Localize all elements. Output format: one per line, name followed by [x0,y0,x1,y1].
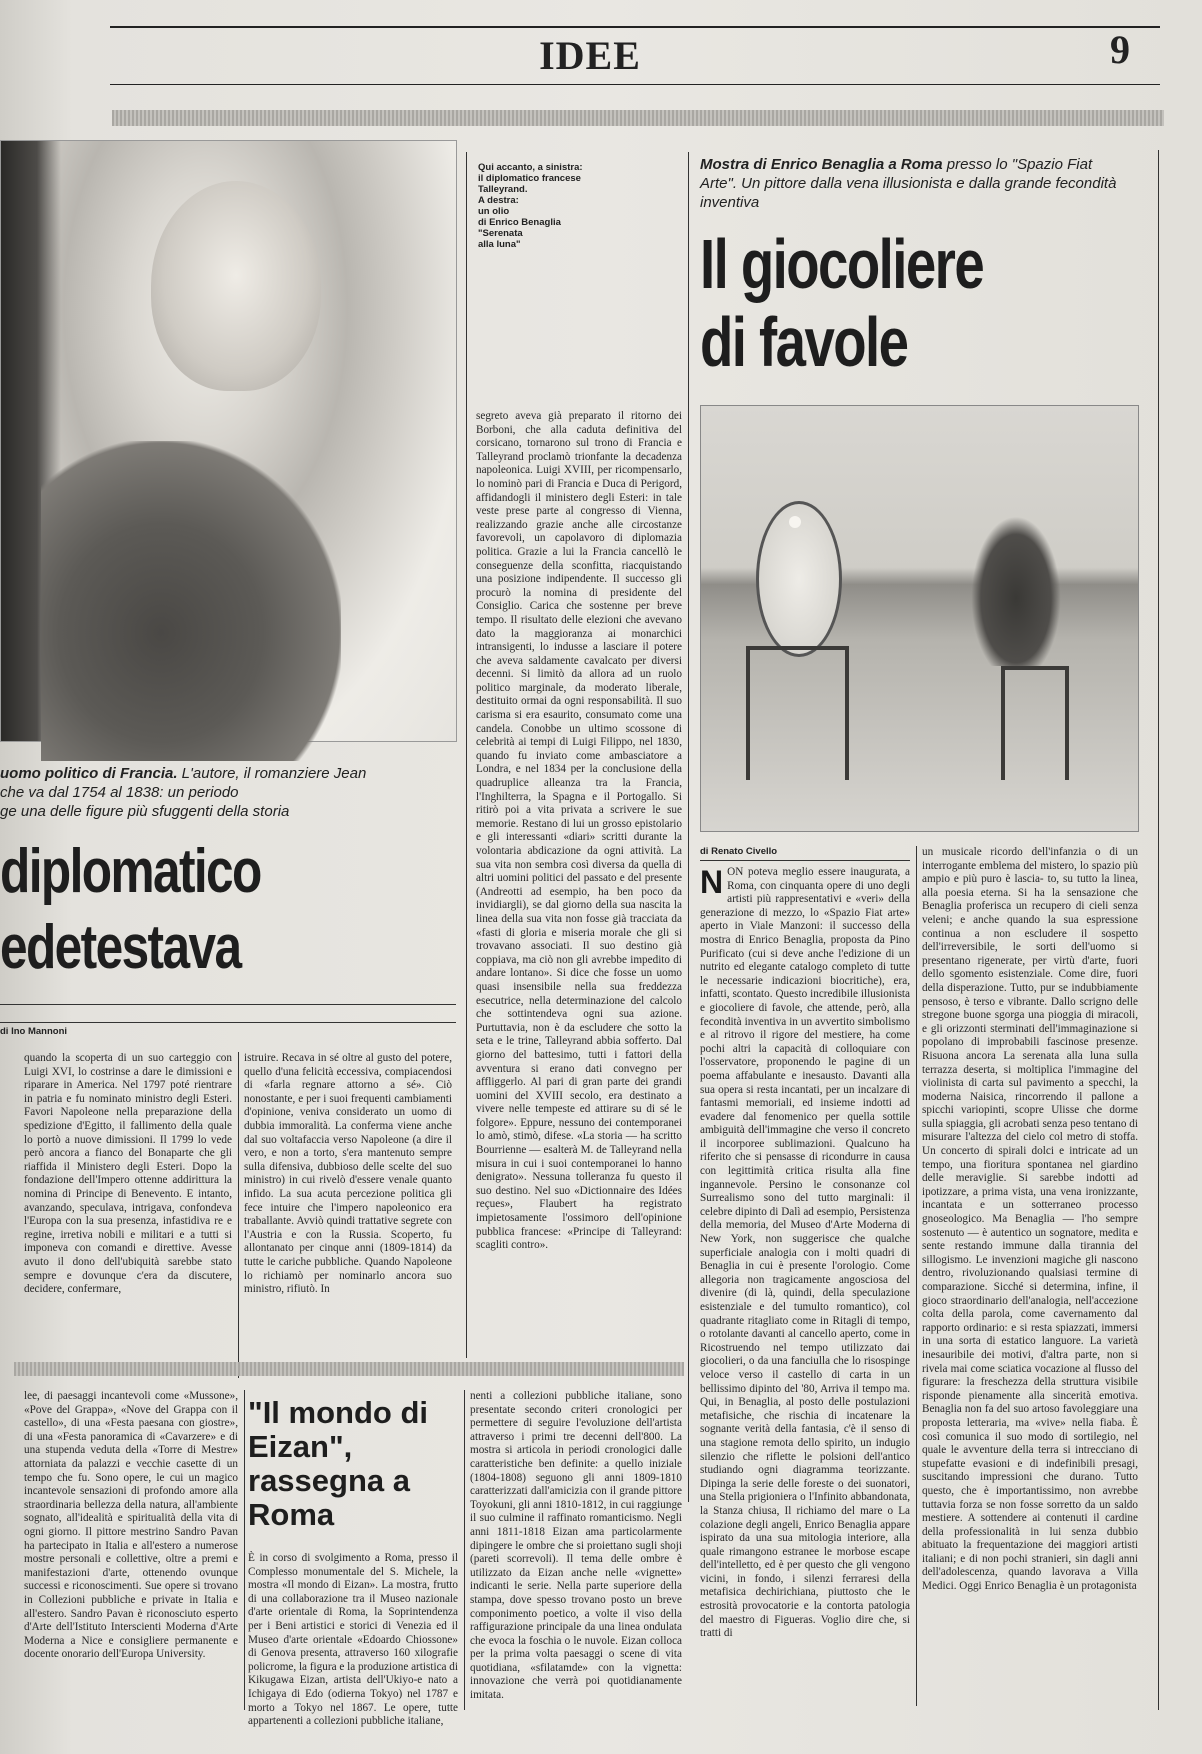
kicker-rest: presso lo "Spazio Fiat Arte". Un pittore dalla vena illusionista e dalla grande fecondità inventiva [700,156,1117,211]
caption-line: di Enrico Benaglia [478,217,561,228]
body-text: un musicale ricordo dell'infanzia o di un interrogante emblema del mistero, lo spazio più ampio e più puro è lascia- to, su tutto la linea, alla poesia eterna. Si ha la sensazione che Benaglia proferisca un recupero di cieli senza veleni; e anche quando la sua espressione continua a non escludere il sospetto dell'irreversibile, le sorti dell'uomo si presentano rigenerate, per virtù d'arte, fuori dello sgomento esistenziale. Come dire, fuori della disperazione. Tutto, pur se indubbiamente pensoso, è terso e vibrante. Dallo scrigno delle stregone buone sgorga una pioggia di miracoli, e gli orizzonti sterminati dell'immaginazione si popolano di improbabili fascinose presenze. Risuona ancora La serenata alla luna sulla terrazza deserta, si moltiplica l'immagine del violinista di carta sul pavimento a specchi, la moderna Naisica, rincorrendo il pallone a spicchi variopinti, scopre Ulisse che dorme sulla spiaggia, gli acrobati senza peso tentano di misurare l'altezza del cielo col metro di stoffa. Un concerto di spirali dolci e intricate ad un tempo, una fioritura spontanea nel giardino delle meraviglie. Si sarebbe indotti ad ipotizzare, a prima vista, una vena ironizzante, incantata e un sotterraneo processo gnoseologico. Ma Benaglia — l'ho sempre sostenuto — è autentico un sognatore, medita e sente restando immune dalla tirannia del sillogismo. Le invenzioni magiche gli nascono dentro, rivoluzionando qualsiasi termine di comparazione. Sicché si determina, infine, il gioco straordinario dell'analogia, nell'accezione colta della parola, come cavernamento dal rapporto ordinario: e si resta spiazzati, immersi in una sorta di estatico languore. La varietà inesauribile dei motivi, d'altra parte, non si rivela mai come sciatica vocazione al flusso del figurare: la freschezza della struttura visibile risponde pienamente alla sincerità emotiva. Benaglia non fa del suo artoso favoleggiare una proposta letteraria, ma «vive» nella fiaba. È così comunica il suo modo di sortilegio, nel quale le avventure della terra si intrecciano di stupefatte evasioni e di indefinibili presagi, suscitando impressioni che durano. Tutto questo, che è importantissimo, non avrebbe tuttavia forza se non fosse sorretto da un saldo mestiere. A sottendere ai contenuti il cardine della professionalità in lui senza dubbio abituato la frequentazione dei maggiori artisti italiani; e di non pochi stranieri, sin dagli anni dell'adolescenza, quando lavorava a Villa Medici. Oggi Enrico Benaglia è un protagonista [922,846,1138,1593]
column-rule [244,1390,245,1710]
left-article-col3 [476,410,682,1378]
caption-line: "Serenata [478,228,523,239]
headline-rule [0,1004,456,1005]
body-text: nenti a collezioni pubbliche italiane, sono presentate secondo criteri cronologici per permettere di seguire l'evoluzione dell'artista attraverso i primi tre decenni dell'800. La mostra si articola in periodi cronologici dalle caratteristiche ben definite: a quello iniziale (1804-1808) seguono gli anni 1809-1810 caratterizzati dall'amicizia con il grande pittore Toyokuni, gli anni 1810-1812, in cui raggiunge il suo culmine il raffinato romanticismo. Negli anni 1811-1818 Eizan ama particolarmente dipingere le ombre che si proiettano sugli shoji (pareti scorrevoli). Il tema delle ombre è utilizzato da Eizan anche nelle «vignette» indicanti le serie. Nella parte superiore della stampa, dove spesso trovano posto un breve componimento poetico, a volte il viso della raffigurazione principale da una linea ondulata che evoca la foschia o le nuvole. Eizan colloca per la prima volta paesaggi o scene di vita quotidiana, «sfilatamde» con la vignetta: innovazione che verrà poi quotidianamente imitata. [470,1390,682,1702]
caption-line: Talleyrand. [478,184,528,195]
body-text: istruire. Recava in sé oltre al gusto del potere, quello d'una felicità eccessiva, compiacendosi di «farla regnare attorno a sé». Ciò nonostante, e per i suoi frequenti cambiamenti d'opinione, veniva considerato un uomo di dubbia immoralità. La conferma viene anche dal suo voltafaccia verso Napoleone (a dire il vero, e non a torto, s'era mantenuto sempre sulla difensiva, dubbioso delle scelte del suo ministro) in cui rivelò d'essere venale quanto infido. La sua acuta percezione politica gli fece intuire che l'impero napoleonico era traballante. Avviò quindi trattative segrete con l'Austria e con la Russia. Scoperto, fu allontanato per cinque anni (1809-1814) da tutte le cariche pubbliche. Quando Napoleone lo richiamò per nominarlo ancora suo ministro, rifiutò. In [244,1052,452,1296]
kicker-bold: Mostra di Enrico Benaglia a Roma [700,156,943,173]
photo-caption [478,162,618,250]
section-title: IDEE [539,33,641,78]
bottom-article-col2 [470,1390,682,1710]
right-headline-line2: di favole [700,303,908,381]
column-rule [464,1390,465,1710]
right-article-col1 [700,866,910,1706]
caption-line: un olio [478,206,510,217]
body-text: segreto aveva già preparato il ritorno dei Borboni, che alla caduta definitiva del corsicano, tornarono sul trono di Francia e Talleyrand proclamò trionfante la decadenza napoleonica. Luigi XVIII, per ricompensarlo, lo nominò pari di Francia e Duca di Perigord, affidandogli il ministero degli Esteri: in tale veste prese parte al congresso di Vienna, realizzando grazie anche alle circostanze favorevoli, un capolavoro di diplomazia politica. Grazie a lui la Francia cancellò le conseguenze della sconfitta, riacquistando una posizione indipendente. Il successo gli procurò la nomina di presidente del Consiglio. Carica che sostenne per breve tempo. Il risultato delle elezioni che avevano dato la maggioranza ai monarchici intransigenti, lo indusse a lasciare il potere che aveva saldamente cavalcato per diversi decenni. Si limitò da allora ad un ruolo politico marginale, da moderato liberale, destituito ormai da ogni responsabilità. Il suo carisma si era esaurito, consumato come una candela. Conobbe un ultimo scossone di celebrità ai tempi di Luigi Filippo, nel 1830, quando fu inviato come ambasciatore a Londra, e nel 1834 per la conclusione della quadruplice alleanza tra la Francia, l'Inghilterra, la Spagna e il Portogallo. Si ritirò poi a vita privata a scrivere le sue memorie. Restano di lui un grosso epistolario e gli interessanti «diari» scritti durante la volontaria abdicazione da ogni attività. La sua vita non sembra così diversa da quella di altri uomini politici del passato e del presente (Andreotti ad esempio, ha ben poco da invidiargli), se dal giorno della sua nascita la linea della sua vita non fosse già tracciata da «fasti di gloria e miseria morale che gli si trovavano associati. Il suo destino già coppiava, ma ciò non gli avrebbe impedito di andare lontano». Si dice che fosse un uomo quasi insensibile nella sua freddezza esecutrice, nella determinazione del calcolo che sottintendeva ogni sua azione. Purtuttavia, non è da escludere che sotto la seta e le trine, Talleyrand abbia sofferto. Dal giorno del battesimo, tutti i fattori della avventura si erano dati convegno per affliggerlo. Al pari di gran parte dei grandi uomini del XVIII secolo, era destinato a vivere nelle tempeste ed attirare su di sé le folgore». Eppure, nessuno dei contemporanei lo amò, stimò, difese. «La storia — ha scritto Bourrienne — esalterà M. de Talleyrand nella misura in cui i suoi contemporanei lo hanno denigrato». Nessuna tolleranza fu questo il suo destino. Nel suo «Dictionnaire des Idées reçues», Flaubert ha registrato impietosamente l'ossimoro dell'opinione pubblica francese: «Principe di Talleyrand: scagliti contro». [476,410,682,1252]
caption-line: A destra: [478,195,519,206]
byline-rule [0,1022,456,1023]
talleyrand-portrait-photo [0,140,457,742]
page-number: 9 [1110,27,1130,72]
body-text: ON poteva meglio essere inaugurata, a Roma, con cinquanta opere di uno degli artisti più rappresentativi e «veri» della generazione di mezzo, lo «Spazio Fiat arte» aperto in Viale Manzoni: il successo della mostra di Enrico Benaglia, proposta da Pino Purificato (cui si deve anche l'edizione di un nutrito ed elegante catalogo completo di tutte le necessarie indicazioni biocritiche), era, infatti, scontato. Questo incredibile illusionista e giocoliere di favole, che attende, però, alla fecondità inventiva in un avvertito simbolismo e al ritrovo il rigore del mestiere, ha come pochi altri la capacità di colloquiare con l'osservatore, proponendo le pagine di un poema affabulante e inesausto. Davanti alla sua opera si resta incantati, per un incalzare di fantasmi memoriali, ed insieme indotti ad evadere dal fenomenico per quella sottile ambiguità dell'immagine che verso il concreto il incorporee sublimazioni. Qualcuno ha riferito che si pensasse di ricondurre in causa con legittimità critica risulta alla fine ingannevole. Persino le consonanze col Surrealismo sono del tutto marginali: il celebre dipinto di Dalì ad esempio, Persistenza della memoria, del Museo d'Arte Moderna di New York, non suggerisce che qualche superficiale analogia con i molti quadri di Benaglia in cui è presente l'orologio. Come allegoria non tragicamente angosciosa del divenire (di là, quindi, della speculazione esistenziale e del tumulto romantico), col quadrante ritagliato come in Ritagli di tempo, o rotolante davanti al cancello aperto, come in Ricostruendo nel tempo utilizzato dai giocolieri, o da una fanciulla che lo risospinge veloce verso il castello di carta in un bellissimo dipinto del '80, Arriva il tempo ma. Qui, in Benaglia, al posto delle postulazioni metafisiche, che rischia di incatenare la sognante verità della fantasia, c'è il senso di una stagione remota dello spirito, un indugio silenzio che riflette le polsioni dell'antico studiando ogni diagramma teorizzante. Dipinga la serie delle foreste o dei suonatori, una Stella prigioniera o l'Infinito abbandonata, la Stanza chiusa, Il richiamo del mare o La colazione degli angeli, Enrico Benaglia appare ispirato da una sua mitologia interiore, alla quale rimangono estranee le morbose escape dell'intelletto, ed è per questo che gli vengono vicini, in fondo, i silenzi ferraresi della metafisica dechirichiana, piuttosto che le estrosità provocatorie e la contorta patologia del maestro di Figueras. Voglio dire che, si tratti di [700,866,910,1640]
left-byline: di Ino Mannoni [0,1026,68,1037]
kicker-bold: uomo politico di Francia. [0,765,178,782]
painting-figure [971,516,1061,666]
caption-line: il diplomatico francese [478,173,581,184]
body-text: quando la scoperta di un suo carteggio con Luigi XVI, lo costrinse a dare le dimissioni e riparare in America. Nel 1797 poté rientrare in patria e fu nominato ministro degli Esteri. Favori Napoleone nella preparazione della spedizione d'Egitto, il fallimento della quale lo portò a nuove dimissioni. Il 1799 lo vede però ancora a fianco del Bonaparte che gli riaffida il Ministero degli Esteri. Dopo la fondazione dell'Impero ottenne addirittura la nomina di Principe di Benevento. E intanto, avanzando, speculava, intrigava, confondeva l'Europa con la sua presenza, infastidiva re e regine, irretiva nobili e militari e a tutti si imponeva con comandi e direttive. Avesse avuto il dono dell'ubiquità sarebbe stato sempre e dovunque c'era da discutere, decidere, confermare, [24,1052,232,1296]
right-kicker [700,155,1120,212]
column-rule [238,1052,239,1378]
left-article-col2 [244,1052,452,1378]
kicker-line: ge una delle figure più sfuggenti della storia [0,803,290,820]
bottom-article-col1 [248,1552,458,1728]
byline-rule [700,860,910,861]
body-text: È in corso di svolgimento a Roma, presso il Complesso monumentale del S. Michele, la mostra «Il mondo di Eizan». La mostra, frutto di una collaborazione tra il Museo nazionale d'arte orientale di Roma, la Soprintendenza per i Beni artistici e storici di Venezia ed il Museo d'arte orientale «Edoardo Chiossone» di Genova presenta, attraverso 160 xilografie policrome, la figura e la produzione artistica di Kikugawa Eizan, artista dell'Ukiyo-e nato a Ichigaya di Edo (odierna Tokyo) nel 1787 e morto a Tokyo nel 1867. Le opere, tutte appartenenti a collezioni pubbliche italiane, [248,1552,458,1728]
painting-stool [1001,666,1069,780]
column-rule [688,152,689,1502]
kicker-line: che va dal 1754 al 1838: un periodo [0,784,239,801]
eizan-headline: "Il mondo di Eizan", rassegna a Roma [248,1395,429,1532]
top-shade-bar [112,110,1164,126]
column-rule [466,152,467,1358]
painting-chair [746,646,849,780]
drop-cap: N [700,864,724,900]
painting-moon [789,516,801,528]
left-headline-line1: diplomatico [0,837,261,906]
right-headline-line1: Il giocoliere [700,225,984,303]
header-bottom-rule [110,84,1160,85]
portrait-face [151,181,321,391]
caption-line: alla luna" [478,239,521,250]
left-headline-line2: edetestava [0,913,241,982]
portrait-coat [41,441,341,761]
left-kicker [0,764,460,821]
body-text: lee, di paesaggi incantevoli come «Mussone», «Pove del Grappa», «Nove del Grappa con il castello», di una «Festa paesana con giostre», di una «Festa panoramica di «Cavarzere» e di una stupenda veduta della «Torre di Mestre» attorniata da palazzi e vecchie casette di un tempo che fu. Sono opere, le cui un magico incantevole sensazioni di profondo amore alla straordinaria bellezza della natura, all'ambiente sognato, all'idealità e spiritualità della vita di ogni giorno. Il pittore mestrino Sandro Pavan ha partecipato in Italia e all'estero a numerose mostre personali e collettive, oltre a premi e manifestazioni d'arte, ottenendo ovunque successi e riconoscimenti. Sue opere si trovano in Collezioni pubbliche e private in Italia e all'estero. Sandro Pavan è riconosciuto esperto d'Arte dell'Istituto Interscienti Moderna d'Arte Moderna a Nice e consigliere permanente e docente onorario dell'Europa University. [24,1390,238,1661]
column-rule [916,846,917,1706]
bottom-shade-bar [14,1362,684,1376]
benaglia-painting-photo [700,405,1139,832]
right-byline: di Renato Civello [700,846,778,857]
header-top-rule [110,26,1160,28]
right-article-col2 [922,846,1138,1706]
kicker-rest: L'autore, il romanziere Jean [177,765,367,782]
caption-line: Qui accanto, a sinistra: [478,162,583,173]
left-article-col1 [24,1052,232,1378]
bottom-article-col0 [24,1390,238,1710]
